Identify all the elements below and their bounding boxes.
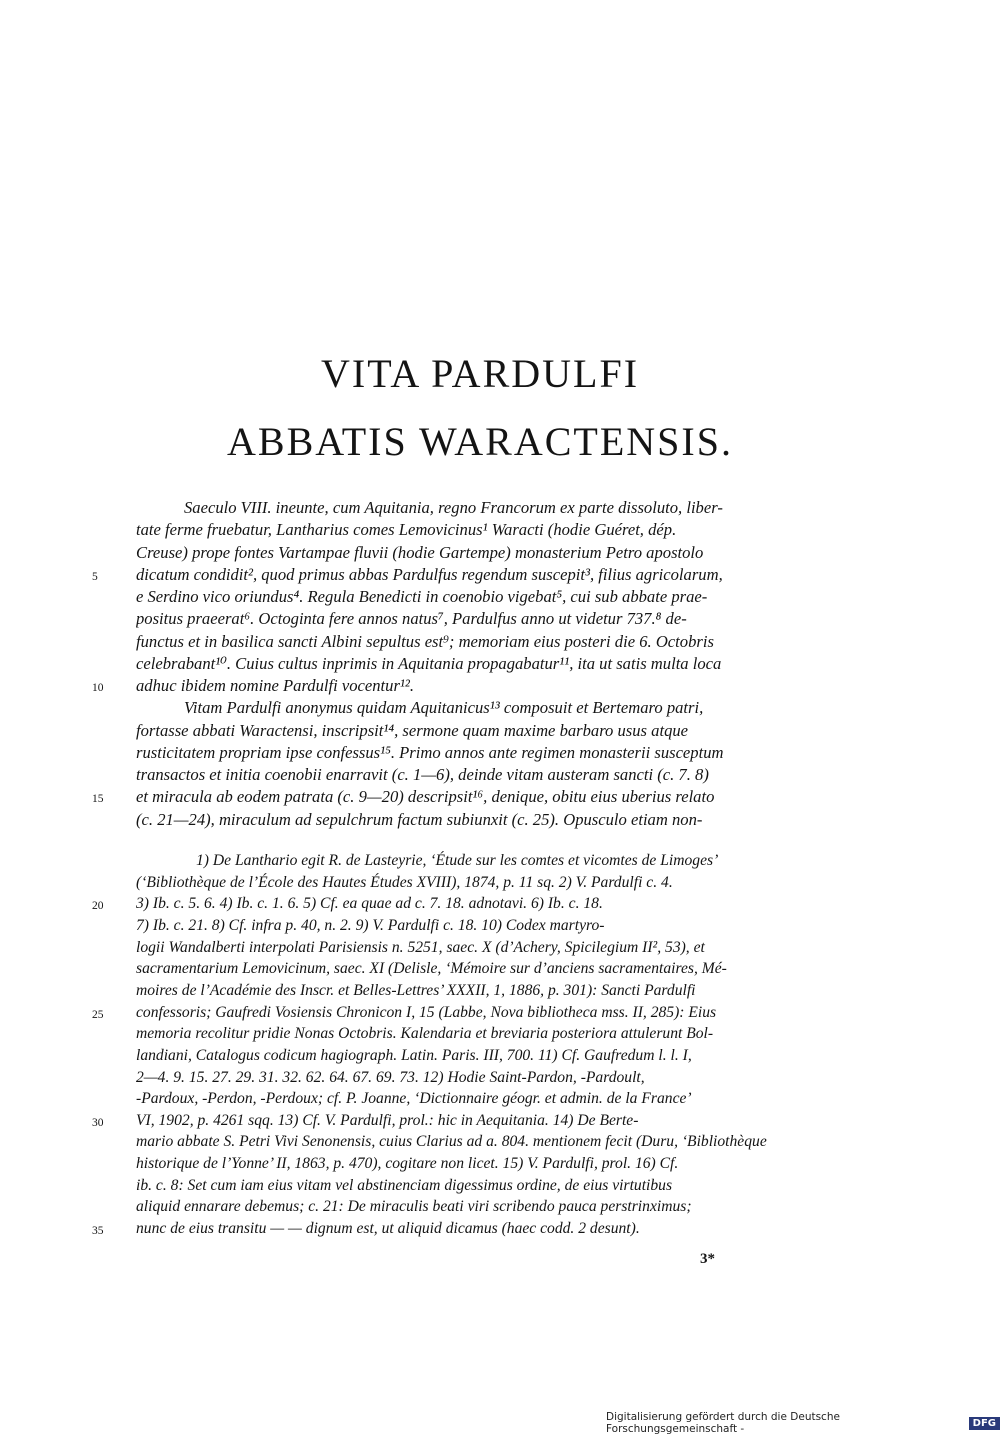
footnote-line: ib. c. 8: Set cum iam eius vitam vel abstinenciam digessimus ordine, de eius virtutibus bbox=[136, 1176, 673, 1194]
footnote-line: (‘Bibliothèque de l’École des Hautes Études XVIII), 1874, p. 11 sq. 2) V. Pardulfi c. 4. bbox=[136, 873, 673, 891]
line-number: 10 bbox=[92, 682, 104, 694]
footnote-line: historique de l’Yonne’ II, 1863, p. 470), cogitare non licet. 15) V. Pardulfi, prol. 16) Cf. bbox=[136, 1155, 679, 1173]
footnote-line: aliquid ennarare debemus; c. 21: De miraculis beati viri scribendo pauca perstrinximus; bbox=[136, 1198, 692, 1216]
body-line: dicatum condidit², quod primus abbas Pardulfus regendum suscepit³, filius agricolarum, bbox=[136, 564, 723, 584]
line-number: 15 bbox=[92, 793, 104, 806]
line-number: 30 bbox=[92, 1116, 104, 1129]
line-number: 5 bbox=[92, 570, 98, 583]
funding-footer bbox=[606, 1411, 1000, 1435]
footnote-line: 1) De Lanthario egit R. de Lasteyrie, ‘Étude sur les comtes et vicomtes de Limoges’ bbox=[196, 852, 719, 869]
page-signature: 3* bbox=[700, 1251, 715, 1267]
footnote-line: 7) Ib. c. 21. 8) Cf. infra p. 40, n. 2. 9) V. Pardulfi c. 18. 10) Codex martyro- bbox=[136, 916, 605, 934]
body-line: rusticitatem propriam ipse confessus¹⁵. Primo annos ante regimen monasterii susceptum bbox=[136, 742, 724, 762]
body-line: tate ferme fruebatur, Lantharius comes Lemovicinus¹ Waracti (hodie Guéret, dép. bbox=[136, 520, 677, 540]
footnote-line: -Pardoux, -Perdon, -Perdoux; cf. P. Joanne, ‘Dictionnaire géogr. et admin. de la France’ bbox=[136, 1090, 692, 1108]
footnote-line: mario abbate S. Petri Vivi Senonensis, cuius Clarius ad a. 804. mentionem fecit (Duru, ‘Bibliothèque bbox=[136, 1133, 767, 1151]
footnote-line: moires de l’Académie des Inscr. et Belles-Lettres’ XXXII, 1, 1886, p. 301): Sancti Pardulfi bbox=[136, 981, 696, 999]
body-line: functus et in basilica sancti Albini sepultus est⁹; memoriam eius posteri die 6. Octobris bbox=[136, 631, 714, 651]
funding-footer-text: Digitalisierung gefördert durch die Deutsche Forschungsgemeinschaft - bbox=[606, 1411, 840, 1435]
page-title: VITA PARDULFI bbox=[320, 351, 640, 396]
line-number: 20 bbox=[92, 900, 104, 913]
footnote-line: VI, 1902, p. 4261 sqq. 13) Cf. V. Pardulfi, prol.: hic in Aequitania. 14) De Berte- bbox=[136, 1111, 639, 1129]
line-number: 35 bbox=[92, 1225, 104, 1238]
footnote-line: 2—4. 9. 15. 27. 29. 31. 32. 62. 64. 67. 69. 73. 12) Hodie Saint-Pardon, -Pardoult, bbox=[136, 1068, 645, 1086]
body-line: transactos et initia coenobii enarravit (c. 1—6), deinde vitam austeram sancti (c. 7. 8) bbox=[136, 765, 709, 784]
footnote-line: memoria recolitur pridie Nonas Octobris. Kalendaria et breviaria posteriora attulerunt Bol- bbox=[136, 1025, 714, 1043]
body-line: e Serdino vico oriundus⁴. Regula Benedicti in coenobio vigebat⁵, cui sub abbate prae- bbox=[136, 587, 708, 606]
body-line: positus praeerat⁶. Octoginta fere annos natus⁷, Pardulfus anno ut videtur 737.⁸ de- bbox=[136, 609, 687, 629]
body-line: Saeculo VIII. ineunte, cum Aquitania, regno Francorum ex parte dissoluto, liber- bbox=[184, 498, 723, 517]
footnote-line: logii Wandalberti interpolati Parisiensis n. 5251, saec. X (d’Achery, Spicilegium II², 53), et bbox=[136, 938, 705, 956]
footnote-line: 3) Ib. c. 5. 6. 4) Ib. c. 1. 6. 5) Cf. ea quae ad c. 7. 18. adnotavi. 6) Ib. c. 18. bbox=[136, 895, 603, 913]
body-line: Vitam Pardulfi anonymus quidam Aquitanicus¹³ composuit et Bertemaro patri, bbox=[184, 698, 704, 718]
body-line: adhuc ibidem nomine Pardulfi vocentur¹². bbox=[136, 676, 415, 695]
footnote-line: confessoris; Gaufredi Vosiensis Chronicon I, 15 (Labbe, Nova bibliotheca mss. II, 285): Eius bbox=[136, 1003, 717, 1021]
line-number: 25 bbox=[92, 1008, 104, 1021]
body-line: celebrabant¹⁰. Cuius cultus inprimis in Aquitania propagabatur¹¹, ita ut satis multa loca bbox=[136, 653, 722, 673]
footnote-line: landiani, Catalogus codicum hagiograph. Latin. Paris. III, 700. 11) Cf. Gaufredum l. l. I, bbox=[136, 1046, 692, 1064]
footnote-line: nunc de eius transitu — — dignum est, ut aliquid dicamus (haec codd. 2 desunt). bbox=[136, 1220, 640, 1238]
body-line: et miracula ab eodem patrata (c. 9—20) descripsit¹⁶, denique, obitu eius uberius relato bbox=[136, 787, 715, 807]
body-line: (c. 21—24), miraculum ad sepulchrum factum subiunxit (c. 25). Opusculo etiam non- bbox=[136, 809, 703, 829]
dfg-logo: DFG bbox=[969, 1417, 1000, 1430]
footnote-line: sacramentarium Lemovicinum, saec. XI (Delisle, ‘Mémoire sur d’anciens sacramentaires, Mé- bbox=[136, 960, 727, 978]
body-line: fortasse abbati Waractensi, inscripsit¹⁴, sermone quam maxime barbaro usus atque bbox=[136, 720, 689, 740]
page-subtitle: ABBATIS WARACTENSIS. bbox=[227, 419, 733, 464]
body-line: Creuse) prope fontes Vartampae fluvii (hodie Gartempe) monasterium Petro apostolo bbox=[136, 542, 704, 562]
